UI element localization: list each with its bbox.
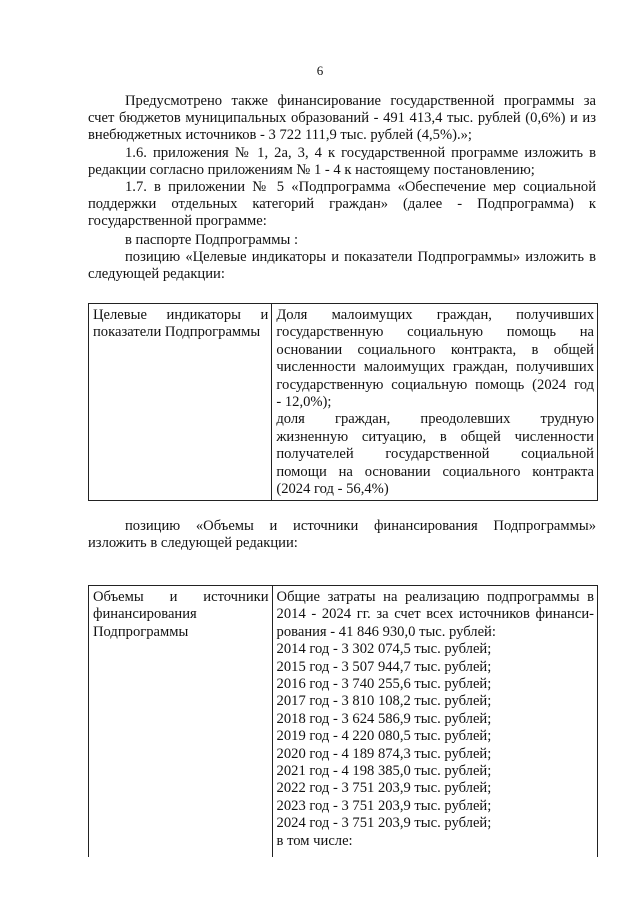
- indicators-table: [88, 303, 598, 501]
- funding-intro-line: рования - 41 846 930,0 тыс. рублей:: [276, 623, 496, 640]
- indicators-line: получателей государственной социальной: [276, 446, 594, 463]
- indicators-line: государственную социальную помощь (2024 год: [276, 376, 594, 393]
- table-row: [89, 586, 598, 858]
- indicators-line: численности малоимущих граждан, получивших: [276, 359, 594, 376]
- indicators-line: (2024 год - 56,4%): [276, 481, 389, 498]
- paragraph-funding-intro: позицию «Объемы и источники финансирования Подпрограммы» изложить в следующей редакции:: [88, 518, 596, 552]
- funding-year-line: 2020 год - 4 189 874,3 тыс. рублей;: [276, 745, 492, 762]
- funding-year-line: 2017 год - 3 810 108,2 тыс. рублей;: [276, 693, 492, 710]
- funding-year-line: 2021 год - 4 198 385,0 тыс. рублей;: [276, 763, 492, 780]
- indicators-line: государственную социальную помощь на: [276, 324, 594, 341]
- funding-intro-line: 2014 - 2024 гг. за счет всех источников финанси-: [276, 606, 594, 623]
- paragraph-1-6: 1.6. приложения № 1, 2а, 3, 4 к государственной программе изложить в редакции согласно приложениям № 1 - 4 к настоящему постановлению;: [88, 145, 596, 179]
- indicators-label-line: Целевые индикаторы и: [93, 307, 269, 323]
- funding-year-line: 2014 год - 3 302 074,5 тыс. рублей;: [276, 641, 492, 658]
- funding-year-line: 2024 год - 3 751 203,9 тыс. рублей;: [276, 815, 492, 832]
- funding-tail-line: в том числе:: [276, 832, 353, 849]
- indicators-line: помощи на основании социального контракта: [276, 463, 594, 480]
- funding-year-line: 2019 год - 4 220 080,5 тыс. рублей;: [276, 728, 492, 745]
- funding-value-cell: [272, 586, 597, 858]
- page-number: 6: [316, 63, 324, 78]
- paragraph-passport: в паспорте Подпрограммы :: [125, 232, 299, 248]
- indicators-line: доля граждан, преодолевших трудную: [276, 411, 594, 428]
- funding-label-line: Объемы и источники: [93, 589, 269, 605]
- funding-year-line: 2015 год - 3 507 944,7 тыс. рублей;: [276, 658, 492, 675]
- indicators-line: основании социального контракта, в общей: [276, 341, 594, 358]
- funding-label-cell: [89, 586, 273, 858]
- funding-year-line: 2023 год - 3 751 203,9 тыс. рублей;: [276, 797, 492, 814]
- funding-year-line: 2016 год - 3 740 255,6 тыс. рублей;: [276, 676, 492, 693]
- funding-intro-line: Общие затраты на реализацию подпрограммы в: [276, 589, 594, 605]
- funding-year-line: 2018 год - 3 624 586,9 тыс. рублей;: [276, 710, 492, 727]
- indicators-line: - 12,0%);: [276, 394, 332, 411]
- indicators-line: Доля малоимущих граждан, получивших: [276, 307, 594, 323]
- table-row: [89, 304, 598, 501]
- indicators-label-cell: [89, 304, 272, 501]
- indicators-label-line: показатели Подпрограммы: [93, 324, 261, 341]
- indicators-line: жизненную ситуацию, в общей численности: [276, 428, 594, 445]
- funding-table: [88, 585, 598, 857]
- funding-year-line: 2022 год - 3 751 203,9 тыс. рублей;: [276, 780, 492, 797]
- funding-label-line: Подпрограммы: [93, 623, 189, 640]
- funding-label-line: финансирования: [93, 606, 197, 623]
- paragraph-financing: Предусмотрено также финансирование государственной программы за счет бюджетов муниципальных образований - 491 413,4 тыс. рублей (0,6%) и из внебюджетных источников - 3 722 111,9 тыс. рублей (4,5%).»;: [88, 93, 596, 144]
- paragraph-indicators-intro: позицию «Целевые индикаторы и показатели Подпрограммы» изложить в следующей редакции:: [88, 249, 596, 283]
- indicators-value-cell: [272, 304, 598, 501]
- paragraph-1-7: 1.7. в приложении № 5 «Подпрограмма «Обеспечение мер социальной поддержки отдельных категорий граждан» (далее - Подпрограмма) к государственной программе:: [88, 179, 596, 230]
